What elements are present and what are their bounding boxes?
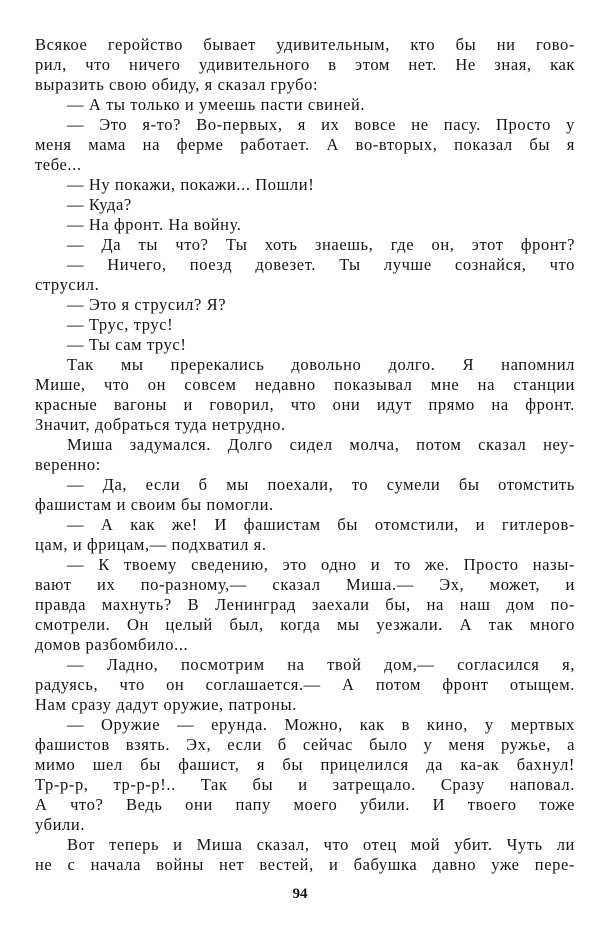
text-line: — К твоему сведению, это одно и то же. Просто назы- (67, 555, 575, 574)
text-line: красные вагоны и говорил, что они идут прямо на фронт. (35, 395, 575, 414)
text-line: струсил. (35, 275, 100, 294)
text-line: веренно: (35, 455, 101, 474)
text-line: вают их по-разному,— сказал Миша.— Эх, может, и (35, 575, 575, 594)
text-line: правда махнуть? В Ленинград заехали бы, на наш дом по- (35, 595, 575, 614)
text-line: смотрели. Он целый был, когда мы уезжали. А так много (35, 615, 575, 634)
text-line: — Ладно, посмотрим на твой дом,— согласился я, (67, 655, 575, 674)
text-line: — Ты сам трус! (67, 335, 187, 354)
text-line: — Ничего, поезд довезет. Ты лучше сознайся, что (67, 255, 575, 274)
text-line: радуясь, что он соглашается.— А потом фронт отыщем. (35, 675, 575, 694)
page-text (35, 35, 575, 875)
text-line: — А ты только и умеешь пасти свиней. (67, 95, 366, 114)
text-line: — Куда? (67, 195, 132, 214)
text-line: Вот теперь и Миша сказал, что отец мой убит. Чуть ли (67, 835, 575, 854)
text-line: — Это я струсил? Я? (67, 295, 227, 314)
text-line: тебе... (35, 155, 82, 174)
text-line: Миша задумался. Долго сидел молча, потом сказал неу- (67, 435, 575, 454)
text-line: Так мы пререкались довольно долго. Я напомнил (67, 355, 575, 374)
text-line: убили. (35, 815, 86, 834)
text-line: Мише, что он совсем недавно показывал мне на станции (35, 375, 575, 394)
text-line: не с начала войны нет вестей, и бабушка давно уже пере- (35, 855, 575, 874)
text-line: — А как же! И фашистам бы отомстили, и гитлеров- (67, 515, 575, 534)
text-line: меня мама на ферме работает. А во-вторых, показал бы я (35, 135, 575, 154)
text-line: — Трус, трус! (67, 315, 174, 334)
text-line: Тр-р-р, тр-р-р!.. Так бы и затрещало. Сразу наповал. (35, 775, 575, 794)
text-line: фашистов взять. Эх, если б сейчас было у меня ружье, а (35, 735, 575, 754)
text-line: — На фронт. На войну. (67, 215, 242, 234)
text-line: — Да, если б мы поехали, то сумели бы отомстить (67, 475, 575, 494)
text-line: А что? Ведь они папу моего убили. И твоего тоже (35, 795, 575, 814)
text-line: фашистам и своим бы помогли. (35, 495, 274, 514)
text-line: домов разбомбило... (35, 635, 189, 654)
text-line: Значит, добраться туда нетрудно. (35, 415, 286, 434)
text-line: — Оружие — ерунда. Можно, как в кино, у мертвых (67, 715, 575, 734)
text-line: — Это я-то? Во-первых, я их вовсе не пасу. Просто у (67, 115, 575, 134)
page-number: 94 (292, 886, 308, 902)
text-line: — Ну покажи, покажи... Пошли! (67, 175, 315, 194)
text-line: цам, и фрицам,— подхватил я. (35, 535, 267, 554)
text-line: выразить свою обиду, я сказал грубо: (35, 75, 319, 94)
text-line: Всякое геройство бывает удивительным, кто бы ни гово- (35, 35, 575, 54)
text-line: — Да ты что? Ты хоть знаешь, где он, этот фронт? (67, 235, 575, 254)
text-line: мимо шел бы фашист, я бы прицелился да ка-ак бахнул! (35, 755, 575, 774)
text-line: рил, что ничего удивительного в этом нет. Не зная, как (35, 55, 575, 74)
text-line: Нам сразу дадут оружие, патроны. (35, 695, 297, 714)
